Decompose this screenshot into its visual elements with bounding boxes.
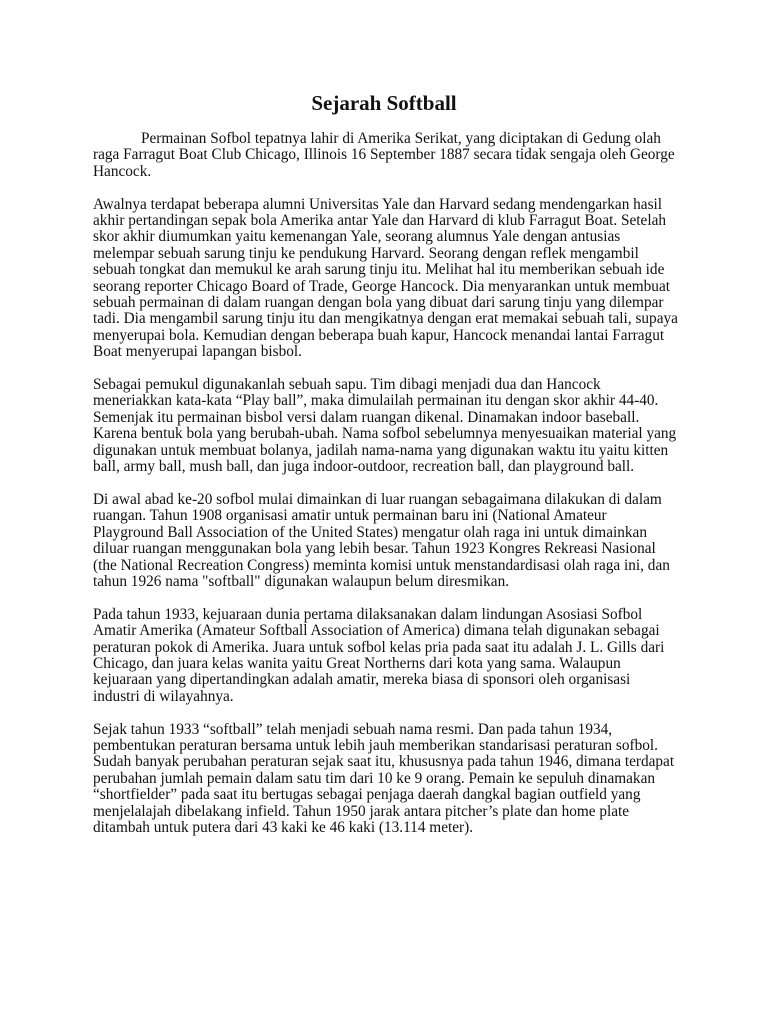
paragraph-outdoor-play: Di awal abad ke-20 sofbol mulai dimainkan di luar ruangan sebagaimana dilakukan di dalam ruangan. Tahun 1908 organisasi amatir untuk permainan baru ini (National Amateur Playground Ball Association of the United States) mengatur olah raga ini untuk dimainkan diluar ruangan menggunakan bola yang lebih besar. Tahun 1923 Kongres Rekreasi Nasional (the National Recreation Congress) meminta komisi untuk menstandardisasi olah raga ini, dan tahun 1926 nama "softball" digunakan walaupun belum diresmikan. (93, 490, 670, 590)
paragraph-rules-changes: Sejak tahun 1933 “softball” telah menjadi sebuah nama resmi. Dan pada tahun 1934, pembentukan peraturan bersama untuk lebih jauh memberikan standarisasi peraturan sofbol. Sudah banyak perubahan peraturan sejak saat itu, khususnya pada tahun 1946, dimana terdapat perubahan jumlah pemain dalam satu tim dari 10 ke 9 orang. Pemain ke sepuluh dinamakan “shortfielder” pada saat itu bertugas sebagai penjaga daerah dangkal bagian outfield yang menjelalajah dibelakang infield. Tahun 1950 jarak antara pitcher’s plate dan home plate ditambah untuk putera dari 43 kaki ke 46 kaki (13.114 meter). (93, 720, 675, 836)
paragraph-origin: Permainan Sofbol tepatnya lahir di Amerika Serikat, yang diciptakan di Gedung olah raga Farragut Boat Club Chicago, Illinois 16 September 1887 secara tidak sengaja oleh George Hancock. (93, 130, 675, 180)
page-title: Sejarah Softball (311, 91, 457, 115)
paragraph-first-game: Sebagai pemukul digunakanlah sebuah sapu. Tim dibagi menjadi dua dan Hancock meneriakkan kata-kata “Play ball”, maka dimulailah permainan itu dengan skor akhir 44-40. Semenjak itu permainan bisbol versi dalam ruangan dikenal. Dinamakan indoor baseball. Karena bentuk bola yang berubah-ubah. Nama sofbol sebelumnya menyesuaikan material yang digunakan untuk membuat bolanya, jadilah nama-nama yang digunakan waktu itu yaitu kitten ball, army ball, mush ball, dan juga indoor-outdoor, recreation ball, dan playground ball. (93, 376, 677, 476)
paragraph-alumni-story: Awalnya terdapat beberapa alumni Universitas Yale dan Harvard sedang mendengarkan hasil akhir pertandingan sepak bola Amerika antar Yale dan Harvard di klub Farragut Boat. Setelah skor akhir diumumkan yaitu kemenangan Yale, seorang alumnus Yale dengan antusias melempar sebuah sarung tinju ke pendukung Harvard. Seorang dengan reflek mengambil sebuah tongkat dan memukul ke arah sarung tinju itu. Melihat hal itu memberikan sebuah ide seorang reporter Chicago Board of Trade, George Hancock. Dia menyarankan untuk membuat sebuah permainan di dalam ruangan dengan bola yang dibuat dari sarung tinju yang dilempar tadi. Dia mengambil sarung tinju itu dan mengikatnya dengan erat memakai sebuah tali, supaya menyerupai bola. Kemudian dengan beberapa buah kapur, Hancock menandai lantai Farragut Boat menyerupai lapangan bisbol. (93, 195, 678, 361)
paragraph-championship: Pada tahun 1933, kejuaraan dunia pertama dilaksanakan dalam lindungan Asosiasi Sofbol Amatir Amerika (Amateur Softball Association of America) dimana telah digunakan sebagai peraturan pokok di Amerika. Juara untuk sofbol kelas pria pada saat itu adalah J. L. Gills dari Chicago, dan juara kelas wanita yaitu Great Northerns dari kota yang sama. Walaupun kejuaraan yang dipertandingkan adalah amatir, mereka biasa di sponsori oleh organisasi industri di wilayahnya. (93, 605, 665, 705)
document-body (93, 131, 678, 853)
